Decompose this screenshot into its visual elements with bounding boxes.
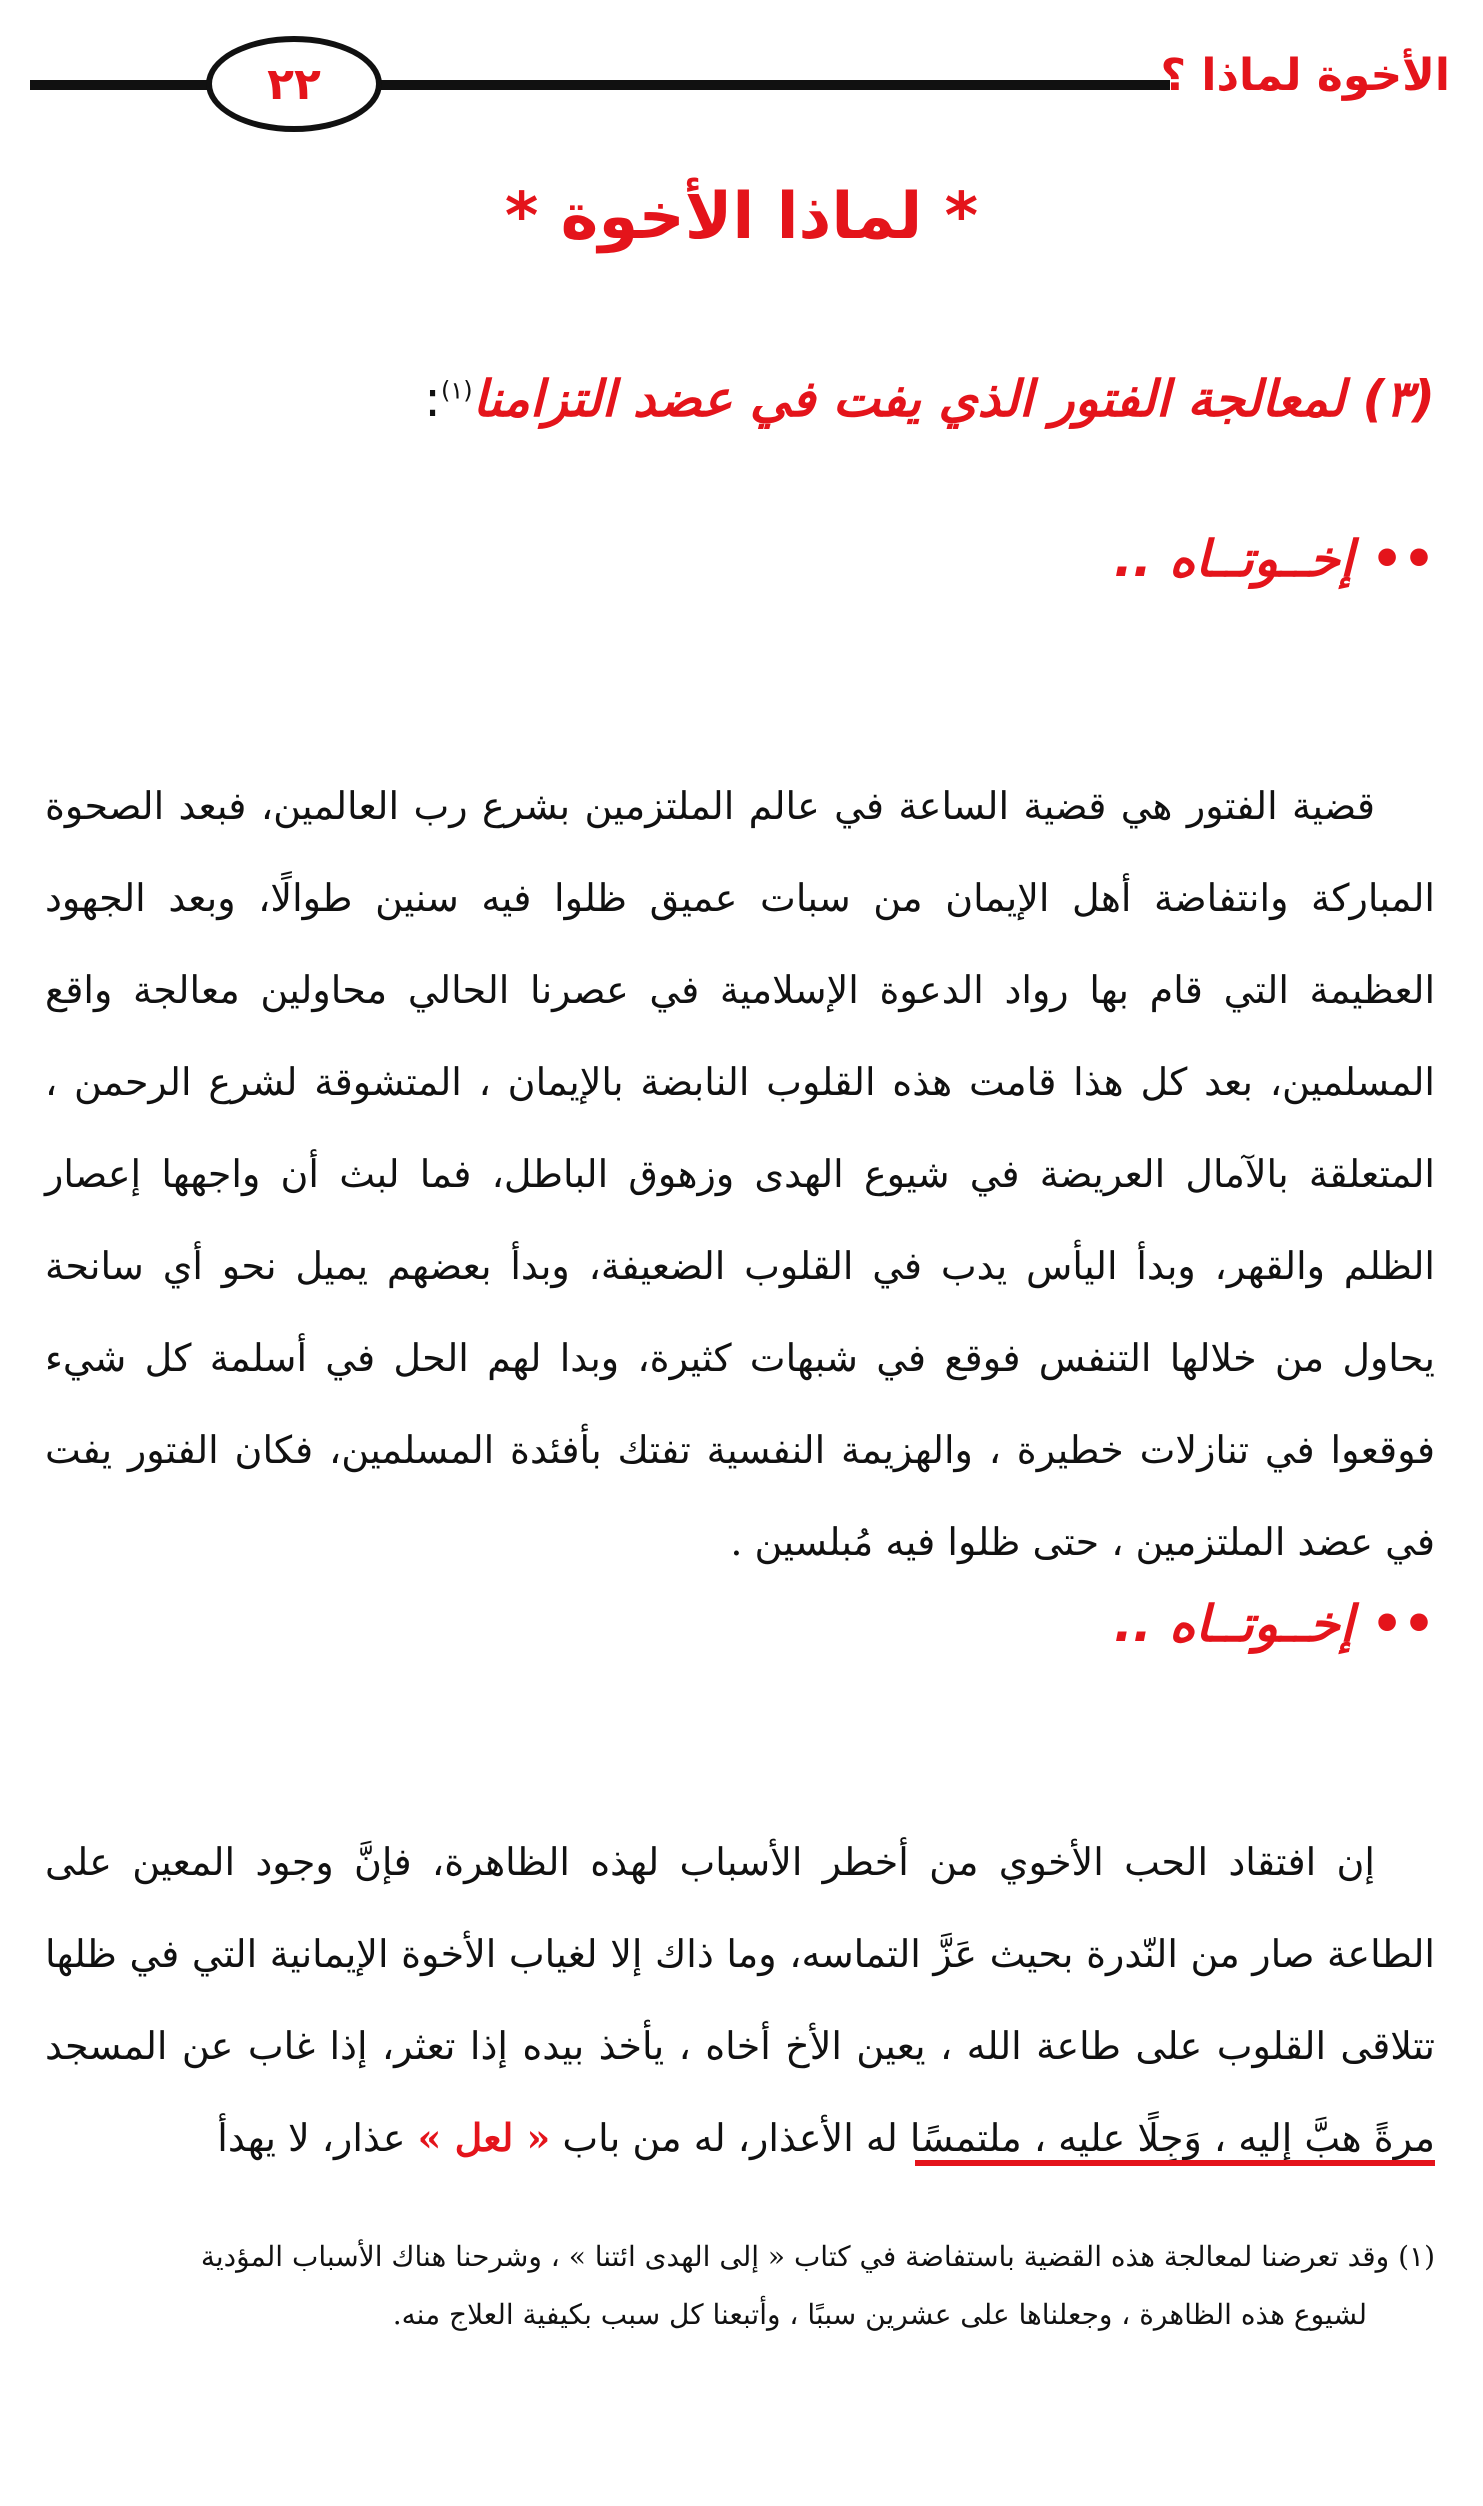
- paragraph-text: إن افتقاد الحب الأخوي من أخطر الأسباب لهذه الظاهرة، فإنَّ وجود المعين على الطاعة صار من النّدرة بحيث عَزَّ التماسه، وما ذاك إلا لغياب الأخوة الإيمانية التي في ظلها تتلاقى القلوب على طاعة الله ، يعين الأخ أخاه ، يأخذ بيده إذا تعثر، إذا غاب عن المسجد مرةً هبَّ إليه ، وَجِلًا عليه ، ملتمسًا له الأعذار، له من باب: [45, 1840, 1435, 2160]
- footnote-line: (١) وقد تعرضنا لمعالجة هذه القضية باستفاضة في كتاب « إلى الهدى ائتنا » ، وشرحنا هناك الأسباب المؤدية: [200, 2240, 1435, 2273]
- section-heading-colon: :: [424, 370, 442, 428]
- address-heading: •• إخــوتــاه ..: [1113, 1595, 1435, 1653]
- running-title: الأخوة لماذا ؟: [1160, 50, 1450, 101]
- body-paragraph: [45, 1816, 1435, 2184]
- body-paragraph: قضية الفتور هي قضية الساعة في عالم الملتزمين بشرع رب العالمين، فبعد الصحوة المباركة وانتفاضة أهل الإيمان من سبات عميق ظلوا فيه سنين طوالًا، وبعد الجهود العظيمة التي قام بها رواد الدعوة الإسلامية في عصرنا الحالي محاولين معالجة واقع المسلمين، بعد كل هذا قامت هذه القلوب النابضة بالإيمان ، المتشوقة لشرع الرحمن ، المتعلقة بالآمال العريضة في شيوع الهدى وزهوق الباطل، فما لبث أن واجهها إعصار الظلم والقهر، وبدأ اليأس يدب في القلوب الضعيفة، وبدأ بعضهم يميل نحو أي سانحة يحاول من خلالها التنفس فوقع في شبهات كثيرة، وبدا لهم الحل في أسلمة كل شيء فوقعوا في تنازلات خطيرة ، والهزيمة النفسية تفتك بأفئدة المسلمين، فكان الفتور يفت في عضد الملتزمين ، حتى ظلوا فيه مُبلسين .: [45, 784, 1435, 1564]
- page-header: [30, 28, 1450, 138]
- page-number-oval: [206, 36, 382, 132]
- section-heading-text: (٣) لمعالجة الفتور الذي يفت في عضد التزامنا: [472, 370, 1435, 428]
- footnote-reference[interactable]: (١): [441, 376, 473, 405]
- footnote-separator: [915, 2160, 1435, 2166]
- chapter-title: * لماذا الأخوة *: [504, 180, 979, 254]
- footnote: [45, 2228, 1435, 2344]
- address-heading: •• إخــوتــاه ..: [1113, 530, 1435, 588]
- page-number: ٢٢: [267, 58, 321, 110]
- paragraph-text: عذار، لا يهدأ: [217, 2116, 406, 2160]
- footnote-line: لشيوع هذه الظاهرة ، وجعلناها على عشرين سببًا ، وأتبعنا كل سبب بكيفية العلاج منه.: [392, 2298, 1367, 2331]
- highlighted-word: « لعل »: [417, 2115, 551, 2160]
- header-rule: [30, 80, 1170, 90]
- section-heading: [424, 370, 1435, 428]
